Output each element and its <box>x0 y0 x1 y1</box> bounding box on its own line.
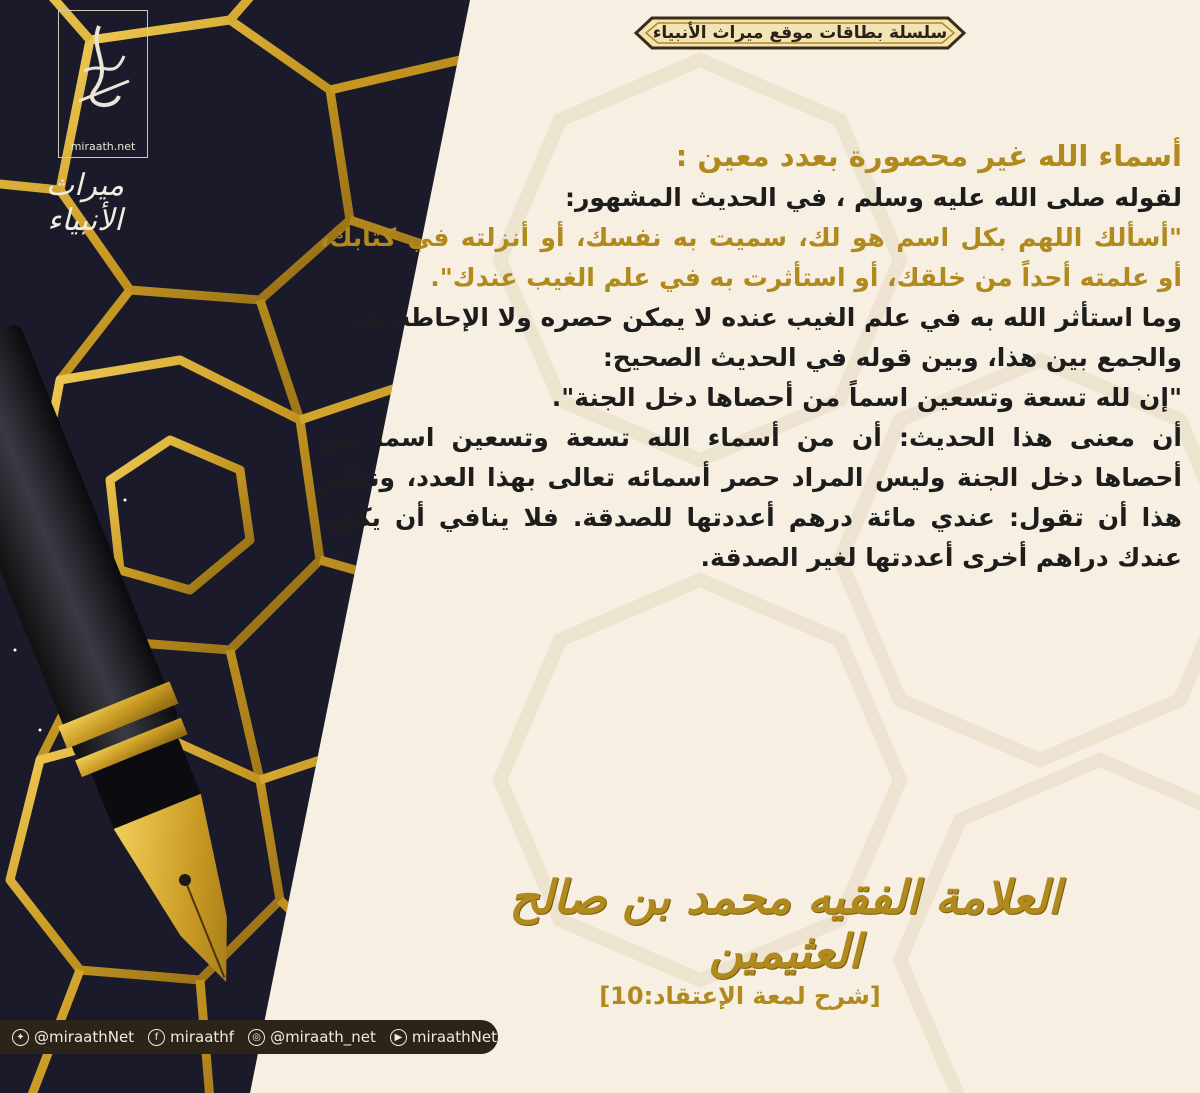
source-reference: [شرح لمعة الإعتقاد:10] <box>599 982 881 1010</box>
social-links-bar <box>0 1020 498 1054</box>
logo-title: ميراث الأنبياء <box>45 168 125 238</box>
social-handle: @miraath_net <box>270 1028 376 1046</box>
instagram-icon: ◎ <box>248 1029 265 1046</box>
series-badge <box>632 14 968 52</box>
social-handle: miraathf <box>170 1028 235 1046</box>
social-link-facebook[interactable] <box>148 1028 234 1046</box>
social-handle: @miraathNet <box>34 1028 135 1046</box>
hadith-quote: "أسألك اللهم بكل اسم هو لك، سميت به نفسك، أو أنزلته في كتابك، أو علمته أحداً من خلقك، أو استأثرت به في علم الغيب عندك". <box>320 223 1182 292</box>
logo-emblem-icon <box>59 11 146 131</box>
main-content <box>320 134 1182 578</box>
paragraph-2: والجمع بين هذا، وبين قوله في الحديث الصحيح: <box>602 343 1182 372</box>
facebook-icon: f <box>148 1029 165 1046</box>
scholar-signature: العلامة الفقيه محمد بن صالح العثيمين <box>509 870 1061 978</box>
site-logo[interactable] <box>58 10 148 158</box>
social-link-twitter[interactable] <box>12 1028 134 1046</box>
content-heading: أسماء الله غير محصورة بعدد معين : <box>675 139 1182 173</box>
paragraph-3: أن معنى هذا الحديث: أن من أسماء الله تسعة وتسعين اسماً من أحصاها دخل الجنة وليس المراد حصر أسمائه تعالى بهذا العدد، ونظير هذا أن تقول: عندي مائة درهم أعددتها للصدقة. فلا ينافي أن يكون عندك دراهم أخرى أعددتها لغير الصدقة. <box>320 423 1182 572</box>
series-title: سلسلة بطاقات موقع ميراث الأنبياء <box>652 23 948 43</box>
social-link-instagram[interactable] <box>248 1028 376 1046</box>
intro-text: لقوله صلى الله عليه وسلم ، في الحديث المشهور: <box>565 183 1182 212</box>
youtube-icon: ▶ <box>390 1029 407 1046</box>
logo-url: miraath.net <box>70 140 136 153</box>
social-link-youtube[interactable] <box>390 1028 497 1046</box>
paragraph-1: وما استأثر الله به في علم الغيب عنده لا يمكن حصره ولا الإحاطة به. <box>352 303 1182 332</box>
social-handle: miraathNet <box>411 1028 497 1046</box>
twitter-icon: ✦ <box>12 1029 29 1046</box>
hadith-2: "إن لله تسعة وتسعين اسماً من أحصاها دخل الجنة". <box>551 383 1182 412</box>
